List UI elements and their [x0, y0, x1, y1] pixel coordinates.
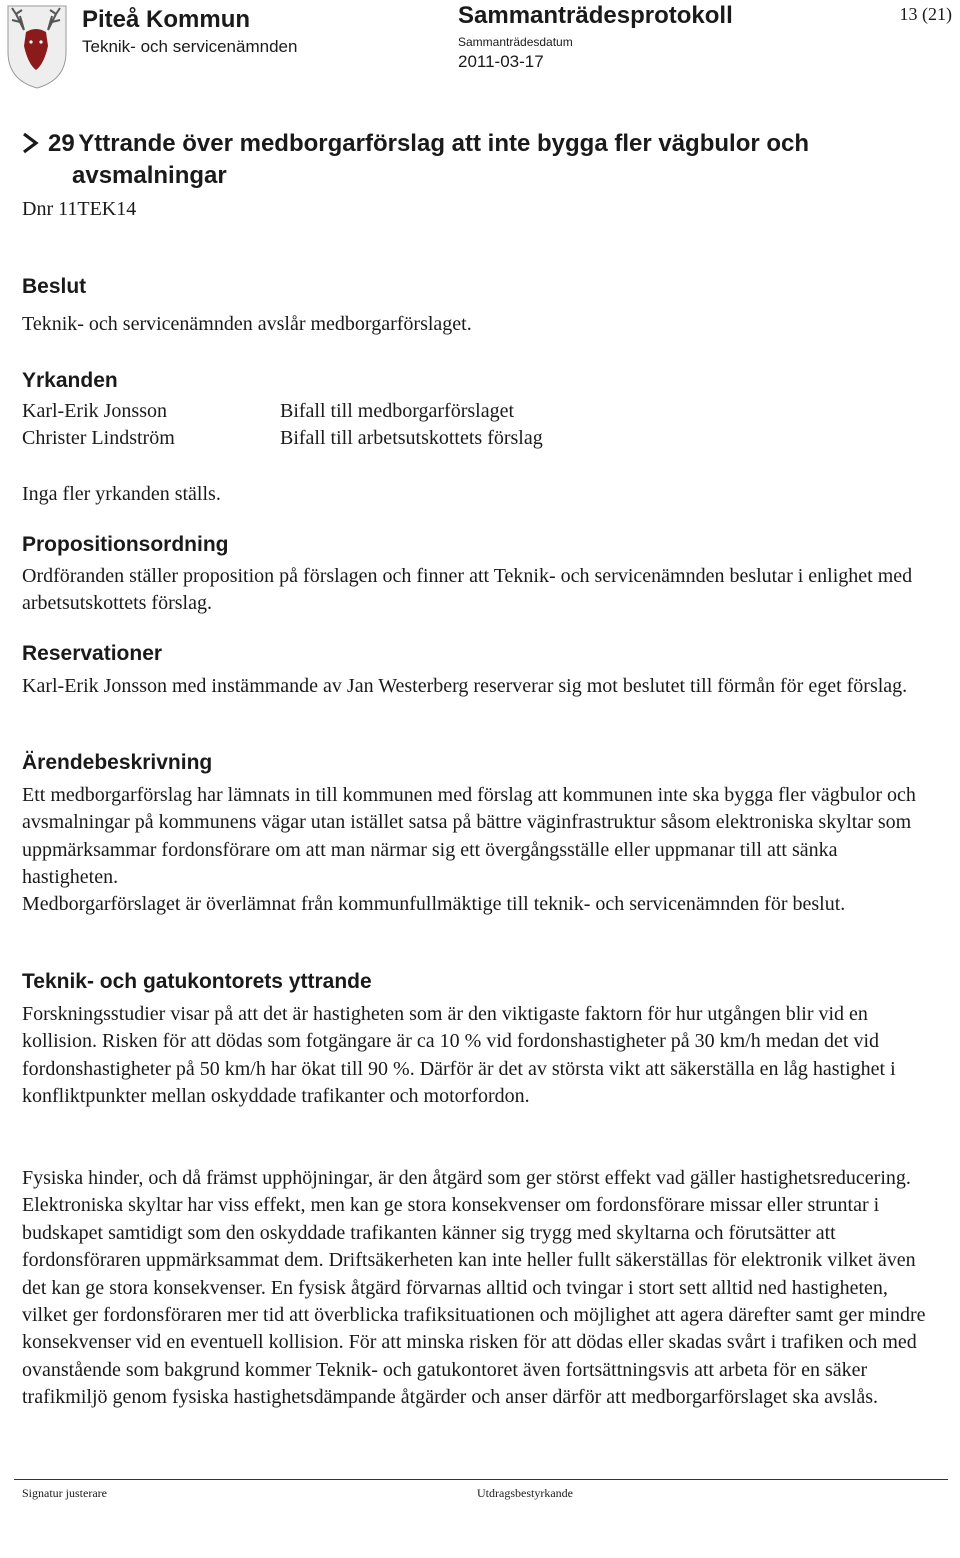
section-arrow-icon [22, 128, 48, 160]
yrkande-motion-1: Bifall till medborgarförslaget [280, 400, 515, 422]
heading-propositionsordning: Propositionsordning [22, 533, 229, 556]
propositionsordning-text: Ordföranden ställer proposition på förslagen och finner att Teknik- och servicenämnden beslutar i enlighet med arbetsutskottets förslag. [22, 565, 913, 615]
yrkanden-note: Inga fler yrkanden ställs. [22, 483, 221, 505]
yrkande-motion-2: Bifall till arbetsutskottets förslag [280, 427, 543, 449]
meeting-date: 2011-03-17 [458, 52, 544, 71]
footer-extract-label: Utdragsbestyrkande [477, 1486, 573, 1500]
section-number: 29 [48, 130, 75, 157]
beslut-text: Teknik- och servicenämnden avslår medborgarförslaget. [22, 313, 472, 335]
yrkande-name-2: Christer Lindström [22, 427, 175, 449]
meeting-date-label: Sammanträdesdatum [458, 35, 573, 49]
page-number: 13 (21) [899, 4, 952, 24]
diary-number: Dnr 11TEK14 [22, 198, 137, 220]
section-title-line2: avsmalningar [72, 162, 227, 189]
section-title [22, 128, 942, 192]
section-title-line1: Yttrande över medborgarförslag att inte bygga fler vägbulor och [78, 130, 810, 157]
heading-yttrande: Teknik- och gatukontorets yttrande [22, 970, 372, 993]
arendebeskrivning-text-1: Ett medborgarförslag har lämnats in till kommunen med förslag att kommunen inte ska bygga fler vägbulor och avsmalningar på kommunens vägar utan istället satsa på bättre väginfrastruktur såsom elektroniska skyltar som uppmärksammar fordonsförare om att man närmar sig ett övergångsställe eller uppmanar till att sänka hastigheten. [22, 784, 916, 889]
arendebeskrivning-text-2: Medborgarförslaget är överlämnat från kommunfullmäktige till teknik- och servicenämnden för beslut. [22, 893, 846, 915]
yttrande-text-1: Forskningsstudier visar på att det är hastigheten som är den viktigaste faktorn för hur utgången blir vid en kollision. Risken för att dödas som fotgängare är ca 10 % vid fordonshastigheter på 30 km/h medan det vid fordonshastigheter på 50 km/h har ökat till 90 %. Därför är det av största vikt att säkerställa en låg hastighet i konfliktpunkter mellan oskyddade trafikanter och motorfordon. [22, 1003, 896, 1108]
footer-divider [14, 1479, 948, 1480]
organization-name: Piteå Kommun [82, 6, 251, 33]
reindeer-coat-of-arms-icon [2, 2, 72, 90]
department-name: Teknik- och servicenämnden [82, 37, 298, 56]
footer-signature-label: Signatur justerare [22, 1486, 107, 1500]
reservationer-text: Karl-Erik Jonsson med instämmande av Jan Westerberg reserverar sig mot beslutet till förmån för eget förslag. [22, 675, 908, 697]
yrkande-name-1: Karl-Erik Jonsson [22, 400, 167, 422]
document-title: Sammanträdesprotokoll [458, 2, 733, 29]
heading-yrkanden: Yrkanden [22, 369, 118, 392]
heading-arendebeskrivning: Ärendebeskrivning [22, 751, 213, 774]
heading-reservationer: Reservationer [22, 642, 163, 665]
yttrande-text-2: Fysiska hinder, och då främst upphöjningar, är den åtgärd som ger störst effekt vad gäller hastighetsreducering. Elektroniska skyltar har viss effekt, men kan ge stora konsekvenser om fordonsförare missar eller struntar i budskapet samtidigt som den oskyddade trafikanten känner sig trygg med skyltarna och förutsätter att fordonsföraren uppmärksammat dem. Driftsäkerheten kan inte heller fullt säkerställas för elektronik vilket även det kan ge stora konsekvenser. En fysisk åtgärd förvarnas alltid och tvingar i stort sett alltid ned hastigheten, vilket ger fordonsföraren mer tid att överblicka trafiksituationen och möjlighet att agera därefter samt ger mindre konsekvenser vid en eventuell kollision. För att minska risken för att dödas eller skadas svårt i trafiken och med ovanstående som bakgrund kommer Teknik- och gatukontoret även fortsättningsvis att arbeta för en säker trafikmiljö genom fysiska hastighetsdämpande åtgärder och anser därför att medborgarförslaget ska avslås. [22, 1167, 926, 1409]
heading-beslut: Beslut [22, 275, 87, 298]
